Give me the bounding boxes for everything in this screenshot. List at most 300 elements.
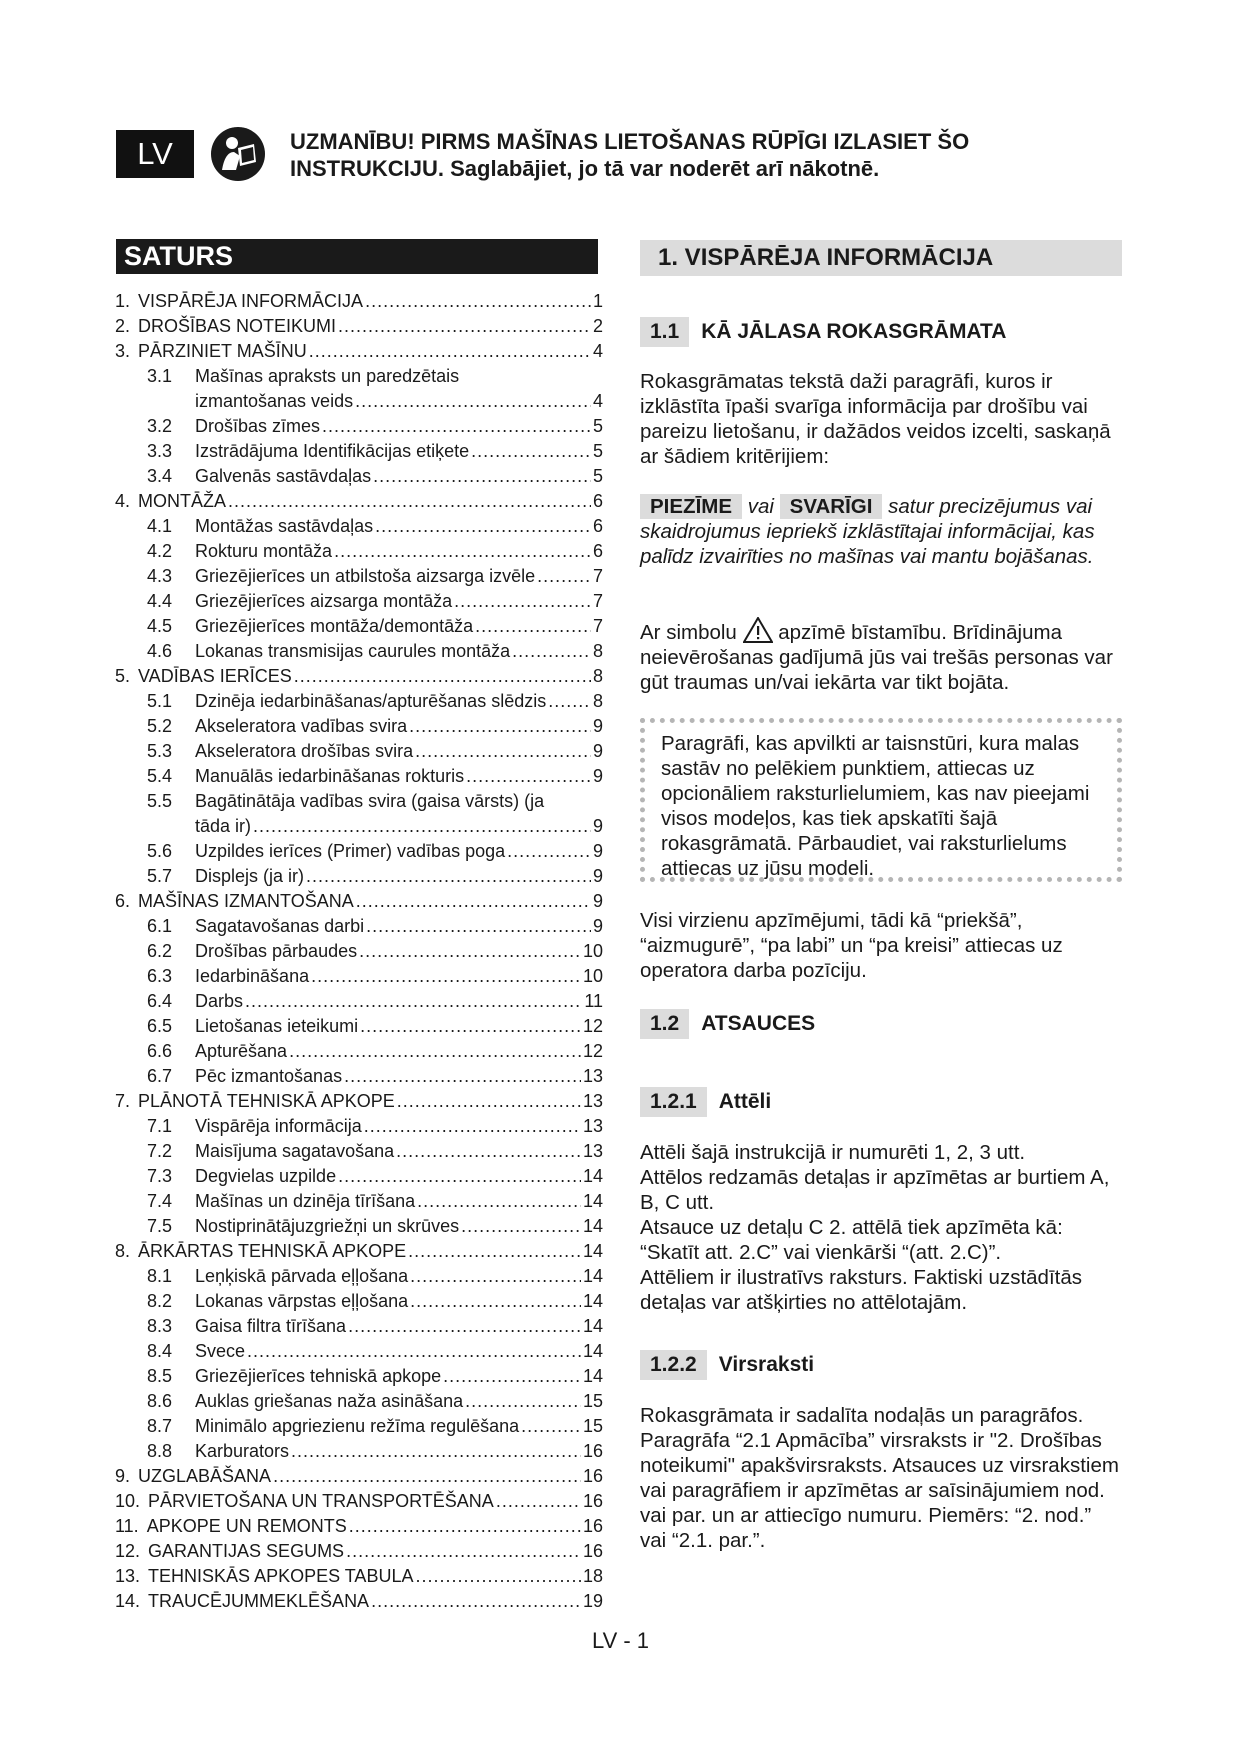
toc-entry-page: 11 bbox=[584, 991, 603, 1011]
toc-leader-dots bbox=[466, 764, 591, 789]
toc-entry-page: 15 bbox=[582, 1416, 603, 1436]
toc-entry-number: 10. bbox=[115, 1491, 141, 1511]
toc-leader-dots bbox=[245, 989, 582, 1014]
danger-text-before: Ar simbolu bbox=[640, 621, 737, 644]
toc-entry-number: 2. bbox=[115, 316, 131, 336]
toc-entry-title: MAŠĪNAS IZMANTOŠANA bbox=[138, 891, 354, 911]
toc-entry-page: 14 bbox=[582, 1316, 603, 1336]
toc-entry-page: 6 bbox=[592, 541, 603, 561]
toc-entry[interactable] bbox=[115, 989, 603, 1014]
toc-leader-dots bbox=[346, 1539, 581, 1564]
toc-entry-number: 4.2 bbox=[147, 541, 173, 561]
toc-leader-dots bbox=[537, 564, 591, 589]
toc-entry-title: PĀRVIETOŠANA UN TRANSPORTĒŠANA bbox=[148, 1491, 494, 1511]
toc-entry-page: 13 bbox=[582, 1091, 603, 1111]
toc-entry-number: 6.4 bbox=[147, 991, 173, 1011]
toc-entry-number: 5.1 bbox=[147, 691, 173, 711]
toc-entry-number: 8.2 bbox=[147, 1291, 173, 1311]
toc-entry-page: 14 bbox=[582, 1191, 603, 1211]
toc-entry-page: 14 bbox=[582, 1166, 603, 1186]
paragraph-text: Visi virzienu apzīmējumi, tādi kā “priekšā”, “aizmugurē”, “pa labi” un “pa kreisi” attiecas uz operatora darba pozīciju. bbox=[640, 909, 1063, 982]
toc-entry-title: Griezējierīces montāža/demontāža bbox=[195, 616, 474, 636]
toc-entry[interactable] bbox=[115, 1539, 603, 1564]
toc-entry[interactable] bbox=[115, 314, 603, 339]
toc-entry[interactable] bbox=[115, 864, 603, 889]
toc-entry-number: 4.5 bbox=[147, 616, 173, 636]
toc-leader-dots bbox=[471, 439, 591, 464]
toc-entry-page: 4 bbox=[592, 341, 603, 361]
toc-entry-number: 7.5 bbox=[147, 1216, 173, 1236]
danger-text-after: apzīmē bīstamību. Brīdinājuma neievērošanas gadījumā jūs vai trešās personas var gūt traumas un/vai iekārta var tikt bojāta. bbox=[640, 621, 1113, 694]
toc-entry[interactable] bbox=[115, 1114, 603, 1139]
toc-entry-page: 18 bbox=[582, 1566, 603, 1586]
toc-entry-title: DROŠĪBAS NOTEIKUMI bbox=[138, 316, 337, 336]
toc-entry-page: 8 bbox=[592, 691, 603, 711]
toc-entry-page: 16 bbox=[582, 1491, 603, 1511]
toc-entry-title: Galvenās sastāvdaļas bbox=[195, 466, 372, 486]
toc-leader-dots bbox=[348, 1314, 581, 1339]
toc-entry-page: 13 bbox=[582, 1141, 603, 1161]
paragraph-text: Rokasgrāmatas tekstā daži paragrāfi, kuros ir izklāstīta īpaši svarīga informācija par drošību vai pareizu lietošanu, ir dažādos veidos izcelti, saskaņā ar šādiem kritērijiem: bbox=[640, 370, 1111, 468]
toc-entry-page: 13 bbox=[582, 1116, 603, 1136]
toc-entry[interactable] bbox=[115, 439, 603, 464]
toc-entry[interactable] bbox=[115, 1089, 603, 1114]
toc-entry[interactable] bbox=[115, 464, 603, 489]
read-manual-icon bbox=[210, 126, 266, 182]
toc-entry-page: 8 bbox=[592, 641, 603, 661]
toc-entry[interactable] bbox=[115, 339, 603, 364]
toc-entry-number: 7.2 bbox=[147, 1141, 173, 1161]
toc-entry[interactable] bbox=[115, 1289, 603, 1314]
subsection-number: 1.2.1 bbox=[640, 1087, 707, 1117]
paragraph-danger bbox=[640, 617, 1120, 695]
toc-entry[interactable] bbox=[115, 514, 603, 539]
toc-entry-number: 7. bbox=[115, 1091, 131, 1111]
toc-leader-dots bbox=[356, 889, 591, 914]
toc-leader-dots bbox=[512, 639, 591, 664]
toc-entry-title: VISPĀRĒJA INFORMĀCIJA bbox=[138, 291, 364, 311]
toc-leader-dots bbox=[309, 339, 591, 364]
toc-entry[interactable] bbox=[115, 414, 603, 439]
warning-line-1: UZMANĪBU! PIRMS MAŠĪNAS LIETOŠANAS RŪPĪGI IZLASIET ŠO bbox=[290, 129, 970, 154]
toc-entry-number: 6.6 bbox=[147, 1041, 173, 1061]
toc-leader-dots bbox=[294, 664, 591, 689]
or-word: vai bbox=[747, 495, 774, 518]
toc-leader-dots bbox=[322, 414, 591, 439]
toc-entry-title: Montāžas sastāvdaļas bbox=[195, 516, 374, 536]
toc-leader-dots bbox=[273, 1464, 581, 1489]
toc-entry-page: 9 bbox=[592, 816, 603, 836]
toc-entry-page: 14 bbox=[582, 1341, 603, 1361]
toc-leader-dots bbox=[397, 1089, 581, 1114]
toc-title: SATURS bbox=[116, 239, 598, 274]
toc-entry-title: Mašīnas un dzinēja tīrīšana bbox=[195, 1191, 416, 1211]
toc-entry-page: 7 bbox=[592, 616, 603, 636]
subsection-heading-1-2-1 bbox=[640, 1087, 771, 1117]
toc-leader-dots bbox=[349, 1514, 581, 1539]
toc-entry-page: 12 bbox=[582, 1041, 603, 1061]
toc-entry-title: MONTĀŽA bbox=[138, 491, 227, 511]
toc-entry-page: 7 bbox=[592, 566, 603, 586]
toc-entry-number: 6.5 bbox=[147, 1016, 173, 1036]
toc-entry-number: 5.3 bbox=[147, 741, 173, 761]
toc-entry[interactable] bbox=[115, 1189, 603, 1214]
toc-leader-dots bbox=[410, 1264, 581, 1289]
toc-entry-page: 19 bbox=[582, 1591, 603, 1611]
toc-entry-title: Lokanas transmisijas caurules montāža bbox=[195, 641, 511, 661]
toc-entry-page: 9 bbox=[592, 841, 603, 861]
toc-entry-number: 13. bbox=[115, 1566, 141, 1586]
toc-entry[interactable] bbox=[115, 389, 603, 414]
toc-entry[interactable] bbox=[115, 639, 603, 664]
toc-entry-title: UZGLABĀŠANA bbox=[138, 1466, 272, 1486]
toc-entry-number: 8.3 bbox=[147, 1316, 173, 1336]
subsection-heading-1-2 bbox=[640, 1009, 815, 1039]
subsection-heading-1-1 bbox=[640, 317, 1006, 347]
toc-entry-number: 4.4 bbox=[147, 591, 173, 611]
section-title: 1. VISPĀRĒJA INFORMĀCIJA bbox=[640, 240, 1122, 276]
toc-entry-number: 3. bbox=[115, 341, 131, 361]
toc-entry-title: Griezējierīces un atbilstoša aizsarga izvēle bbox=[195, 566, 536, 586]
toc-entry-number: 5. bbox=[115, 666, 131, 686]
toc-entry-title: GARANTIJAS SEGUMS bbox=[148, 1541, 345, 1561]
toc-entry[interactable] bbox=[115, 814, 603, 839]
toc-leader-dots bbox=[415, 739, 591, 764]
toc-leader-dots bbox=[291, 1439, 581, 1464]
toc-entry-title: PLĀNOTĀ TEHNISKĀ APKOPE bbox=[138, 1091, 395, 1111]
toc-entry-page: 5 bbox=[592, 416, 603, 436]
note-description: satur precizējumus vai skaidrojumus iepriekš izklāstītajai informācijai, kas palīdz izvairīties no mašīnas vai mantu bojāšanas. bbox=[640, 495, 1095, 568]
toc-entry-page: 5 bbox=[592, 441, 603, 461]
toc-entry-page: 8 bbox=[592, 666, 603, 686]
toc-entry[interactable] bbox=[115, 889, 603, 914]
toc-entry-title: APKOPE UN REMONTS bbox=[146, 1516, 347, 1536]
toc-entry-title: Apturēšana bbox=[195, 1041, 288, 1061]
toc-entry-title: Minimālo apgriezienu režīma regulēšana bbox=[195, 1416, 520, 1436]
toc-entry-title: Karburators bbox=[195, 1441, 290, 1461]
toc-entry[interactable] bbox=[115, 1239, 603, 1264]
toc-leader-dots bbox=[373, 464, 591, 489]
toc-leader-dots bbox=[311, 964, 581, 989]
toc-entry-title: TEHNISKĀS APKOPES TABULA bbox=[148, 1566, 414, 1586]
toc-entry-title: Maisījuma sagatavošana bbox=[195, 1141, 395, 1161]
toc-entry-page: 14 bbox=[582, 1366, 603, 1386]
toc-entry-page: 15 bbox=[582, 1391, 603, 1411]
toc-entry-number: 5.2 bbox=[147, 716, 173, 736]
toc-leader-dots bbox=[461, 1214, 581, 1239]
note-tag: PIEZĪME bbox=[640, 494, 742, 519]
toc-entry-title: Drošības pārbaudes bbox=[195, 941, 358, 961]
toc-entry-number: 1. bbox=[115, 291, 131, 311]
toc-entry[interactable] bbox=[115, 789, 603, 814]
toc-leader-dots bbox=[417, 1189, 581, 1214]
toc-entry-title: VADĪBAS IERĪCES bbox=[138, 666, 292, 686]
toc-entry-number: 3.3 bbox=[147, 441, 173, 461]
toc-entry-title: Akseleratora drošības svira bbox=[195, 741, 414, 761]
toc-entry[interactable] bbox=[115, 714, 603, 739]
toc-entry-page: 16 bbox=[582, 1541, 603, 1561]
toc-entry[interactable] bbox=[115, 614, 603, 639]
toc-leader-dots bbox=[548, 689, 591, 714]
optional-features-text: Paragrāfi, kas apvilkti ar taisnstūri, kura malas sastāv no pelēkiem punktiem, attiecas uz opcionāliem raksturlielumiem, kas nav pieejami visos modeļos, kas tiek apskatīti šajā rokasgrāmatā. Pārbaudiet, vai raksturlielums attiecas uz jūsu modeli. bbox=[661, 732, 1090, 880]
toc-entry-page: 9 bbox=[592, 741, 603, 761]
toc-entry-page: 13 bbox=[582, 1066, 603, 1086]
toc-entry-title: Darbs bbox=[195, 991, 244, 1011]
toc-entry[interactable] bbox=[115, 1464, 603, 1489]
subsection-number: 1.1 bbox=[640, 317, 689, 347]
toc-entry-page: 5 bbox=[592, 466, 603, 486]
toc-entry-number: 8.8 bbox=[147, 1441, 173, 1461]
toc-leader-dots bbox=[408, 1239, 581, 1264]
figures-line-4: Attēliem ir ilustratīvs raksturs. Faktiski uzstādītās detaļas var atšķirties no attēlotajām. bbox=[640, 1266, 1083, 1314]
toc-leader-dots bbox=[247, 1339, 581, 1364]
toc-entry-number: 7.3 bbox=[147, 1166, 173, 1186]
toc-entry-title: ĀRKĀRTAS TEHNISKĀ APKOPE bbox=[138, 1241, 407, 1261]
toc-entry-title: Svece bbox=[195, 1341, 246, 1361]
toc-entry-number: 9. bbox=[115, 1466, 131, 1486]
toc-entry-title: Uzpildes ierīces (Primer) vadības poga bbox=[195, 841, 506, 861]
toc-entry-page: 16 bbox=[582, 1466, 603, 1486]
toc-entry-number: 4.1 bbox=[147, 516, 173, 536]
toc-entry-title: Griezējierīces tehniskā apkope bbox=[195, 1366, 442, 1386]
toc-entry-page: 9 bbox=[592, 766, 603, 786]
toc-entry-number: 3.2 bbox=[147, 416, 173, 436]
toc-entry-title: PĀRZINIET MAŠĪNU bbox=[138, 341, 307, 361]
toc-entry-title: Sagatavošanas darbi bbox=[195, 916, 365, 936]
toc-entry-page: 2 bbox=[592, 316, 603, 336]
toc-entry-title: Rokturu montāža bbox=[195, 541, 333, 561]
toc-entry[interactable] bbox=[115, 1364, 603, 1389]
toc-entry-page: 14 bbox=[582, 1241, 603, 1261]
toc-entry[interactable] bbox=[115, 664, 603, 689]
toc-leader-dots bbox=[396, 1139, 581, 1164]
toc-leader-dots bbox=[371, 1589, 581, 1614]
toc-entry-title: Drošības zīmes bbox=[195, 416, 321, 436]
toc-entry-number: 6.2 bbox=[147, 941, 173, 961]
toc-entry-title: Gaisa filtra tīrīšana bbox=[195, 1316, 347, 1336]
toc-entry-title: Auklas griešanas naža asināšana bbox=[195, 1391, 464, 1411]
subsection-heading-1-2-2 bbox=[640, 1350, 814, 1380]
toc-entry-title: Bagātinātāja vadības svira (gaisa vārsts) (ja bbox=[195, 791, 545, 811]
toc-entry-number: 11. bbox=[115, 1516, 139, 1536]
toc-entry-page: 9 bbox=[592, 866, 603, 886]
toc-entry-number: 14. bbox=[115, 1591, 141, 1611]
toc-entry-number: 7.1 bbox=[147, 1116, 173, 1136]
toc-entry-title: Degvielas uzpilde bbox=[195, 1166, 337, 1186]
toc-entry-title: Akseleratora vadības svira bbox=[195, 716, 408, 736]
toc-leader-dots bbox=[289, 1039, 581, 1064]
important-tag: SVARĪGI bbox=[780, 494, 883, 519]
toc-entry[interactable] bbox=[115, 939, 603, 964]
toc-entry-page: 9 bbox=[592, 891, 603, 911]
toc-leader-dots bbox=[364, 1114, 581, 1139]
toc-entry-number: 4.3 bbox=[147, 566, 173, 586]
subsection-number: 1.2.2 bbox=[640, 1350, 707, 1380]
toc-entry[interactable] bbox=[115, 1339, 603, 1364]
toc-entry[interactable] bbox=[115, 564, 603, 589]
toc-entry-number: 8.5 bbox=[147, 1366, 173, 1386]
toc-entry-page: 14 bbox=[582, 1291, 603, 1311]
warning-line-2: INSTRUKCIJU. Saglabājiet, jo tā var noderēt arī nākotnē. bbox=[290, 156, 880, 181]
toc-entry[interactable] bbox=[115, 489, 603, 514]
toc-entry-title: izmantošanas veids bbox=[195, 391, 354, 411]
toc-entry[interactable] bbox=[115, 1589, 603, 1614]
toc-entry[interactable] bbox=[115, 289, 603, 314]
toc-entry-number: 5.4 bbox=[147, 766, 173, 786]
toc-entry-number: 5.7 bbox=[147, 866, 173, 886]
toc-entry-title: Manuālās iedarbināšanas rokturis bbox=[195, 766, 465, 786]
toc-entry-page: 16 bbox=[582, 1516, 603, 1536]
toc-entry-page: 9 bbox=[592, 716, 603, 736]
toc-leader-dots bbox=[306, 864, 591, 889]
subsection-title: Attēli bbox=[718, 1090, 772, 1113]
paragraph-intro bbox=[640, 369, 1120, 469]
toc-entry-number: 4. bbox=[115, 491, 131, 511]
toc-entry[interactable] bbox=[115, 964, 603, 989]
toc-entry[interactable] bbox=[115, 1264, 603, 1289]
toc-entry-number: 3.1 bbox=[147, 366, 173, 386]
page-number: LV - 1 bbox=[591, 1628, 650, 1653]
toc-leader-dots bbox=[338, 1164, 581, 1189]
toc-entry[interactable] bbox=[115, 839, 603, 864]
toc-entry-number: 8. bbox=[115, 1241, 131, 1261]
toc-entry-page: 1 bbox=[592, 291, 603, 311]
toc-leader-dots bbox=[366, 914, 591, 939]
toc-entry-title: Lokanas vārpstas eļļošana bbox=[195, 1291, 409, 1311]
toc-entry-page: 16 bbox=[582, 1441, 603, 1461]
toc-entry[interactable] bbox=[115, 1039, 603, 1064]
toc-leader-dots bbox=[355, 389, 591, 414]
toc-entry-number: 8.1 bbox=[147, 1266, 173, 1286]
toc-entry-page: 14 bbox=[582, 1216, 603, 1236]
toc-entry-page: 4 bbox=[592, 391, 603, 411]
toc-entry[interactable] bbox=[115, 364, 603, 389]
toc-entry-number: 6.1 bbox=[147, 916, 173, 936]
toc-leader-dots bbox=[521, 1414, 581, 1439]
toc-entry[interactable] bbox=[115, 1314, 603, 1339]
toc-entry-number: 6. bbox=[115, 891, 131, 911]
toc-leader-dots bbox=[359, 939, 581, 964]
toc-leader-dots bbox=[338, 314, 591, 339]
toc-entry-title: Vispārēja informācija bbox=[195, 1116, 362, 1136]
language-badge: LV bbox=[116, 130, 194, 178]
toc-entry-number: 6.3 bbox=[147, 966, 173, 986]
toc-leader-dots bbox=[409, 714, 591, 739]
table-of-contents bbox=[115, 289, 603, 1614]
paragraph-note bbox=[640, 494, 1120, 569]
toc-leader-dots bbox=[475, 614, 591, 639]
toc-entry-number: 8.4 bbox=[147, 1341, 173, 1361]
toc-entry-page: 6 bbox=[592, 516, 603, 536]
toc-entry-number: 8.7 bbox=[147, 1416, 173, 1436]
figures-line-2: Attēlos redzamās detaļas ir apzīmētas ar burtiem A, B, C utt. bbox=[640, 1166, 1110, 1214]
toc-entry-page: 12 bbox=[582, 1016, 603, 1036]
toc-entry-title: Mašīnas apraksts un paredzētais bbox=[195, 366, 460, 386]
safety-warning bbox=[290, 128, 1050, 182]
toc-leader-dots bbox=[344, 1064, 581, 1089]
toc-entry-title: Nostiprinātājuzgriežņi un skrūves bbox=[195, 1216, 460, 1236]
toc-entry-page: 14 bbox=[582, 1266, 603, 1286]
toc-entry[interactable] bbox=[115, 1514, 603, 1539]
toc-entry-title: Griezējierīces aizsarga montāža bbox=[195, 591, 453, 611]
toc-entry-title: Iedarbināšana bbox=[195, 966, 310, 986]
toc-entry-page: 10 bbox=[582, 966, 603, 986]
toc-entry-number: 5.5 bbox=[147, 791, 173, 811]
toc-leader-dots bbox=[415, 1564, 581, 1589]
toc-entry[interactable] bbox=[115, 1564, 603, 1589]
toc-entry[interactable] bbox=[115, 914, 603, 939]
toc-entry-title: tāda ir) bbox=[195, 816, 252, 836]
subsection-title: KĀ JĀLASA ROKASGRĀMATA bbox=[701, 320, 1007, 343]
toc-entry-title: TRAUCĒJUMMEKLĒŠANA bbox=[148, 1591, 370, 1611]
toc-leader-dots bbox=[465, 1389, 581, 1414]
toc-entry-number: 8.6 bbox=[147, 1391, 173, 1411]
toc-leader-dots bbox=[496, 1489, 581, 1514]
toc-entry[interactable] bbox=[115, 1164, 603, 1189]
toc-entry-title: Lietošanas ieteikumi bbox=[195, 1016, 359, 1036]
paragraph-directions bbox=[640, 908, 1120, 983]
figures-line-1: Attēli šajā instrukcijā ir numurēti 1, 2, 3 utt. bbox=[640, 1141, 1026, 1164]
figures-line-3: Atsauce uz detaļu C 2. attēlā tiek apzīmēta kā: “Skatīt att. 2.C” vai vienkārši “(att. 2.C)”. bbox=[640, 1216, 1063, 1264]
toc-entry-number: 6.7 bbox=[147, 1066, 173, 1086]
toc-entry[interactable] bbox=[115, 1389, 603, 1414]
subsection-title: Virsraksti bbox=[718, 1353, 815, 1376]
toc-entry-number: 4.6 bbox=[147, 641, 173, 661]
toc-leader-dots bbox=[228, 489, 591, 514]
toc-entry[interactable] bbox=[115, 1064, 603, 1089]
toc-leader-dots bbox=[410, 1289, 581, 1314]
subsection-number: 1.2 bbox=[640, 1009, 689, 1039]
warning-triangle-icon bbox=[743, 617, 773, 643]
toc-leader-dots bbox=[375, 514, 591, 539]
paragraph-text: Rokasgrāmata ir sadalīta nodaļās un paragrāfos. Paragrāfa “2.1 Apmācība” virsraksts ir "2. Drošības noteikumi" apakšvirsraksts. Atsauces uz virsrakstiem vai paragrāfiem ir apzīmētas ar saīsinājumiem nod. vai par. un ar attiecīgo numuru. Piemērs: “2. nod.” vai “2.1. par.”. bbox=[640, 1404, 1119, 1552]
toc-entry-title: Izstrādājuma Identifikācijas etiķete bbox=[195, 441, 470, 461]
toc-leader-dots bbox=[365, 289, 591, 314]
toc-entry[interactable] bbox=[115, 1414, 603, 1439]
toc-entry[interactable] bbox=[115, 1489, 603, 1514]
toc-leader-dots bbox=[360, 1014, 581, 1039]
subsection-title: ATSAUCES bbox=[701, 1012, 816, 1035]
toc-entry-page: 7 bbox=[592, 591, 603, 611]
toc-entry-number: 12. bbox=[115, 1541, 141, 1561]
toc-entry-title: Leņķiskā pārvada eļļošana bbox=[195, 1266, 409, 1286]
toc-entry[interactable] bbox=[115, 689, 603, 714]
toc-entry-page: 6 bbox=[592, 491, 603, 511]
toc-entry-page: 10 bbox=[582, 941, 603, 961]
toc-entry-page: 9 bbox=[592, 916, 603, 936]
paragraph-headings bbox=[640, 1403, 1120, 1553]
toc-entry[interactable] bbox=[115, 1139, 603, 1164]
toc-entry[interactable] bbox=[115, 539, 603, 564]
toc-entry[interactable] bbox=[115, 1014, 603, 1039]
toc-entry-title: Pēc izmantošanas bbox=[195, 1066, 343, 1086]
toc-entry-title: Dzinēja iedarbināšanas/apturēšanas slēdzis bbox=[195, 691, 547, 711]
toc-leader-dots bbox=[334, 539, 591, 564]
toc-leader-dots bbox=[454, 589, 591, 614]
toc-entry[interactable] bbox=[115, 589, 603, 614]
optional-features-box bbox=[640, 718, 1122, 882]
toc-entry-number: 7.4 bbox=[147, 1191, 173, 1211]
toc-entry-title: Displejs (ja ir) bbox=[195, 866, 305, 886]
toc-leader-dots bbox=[253, 814, 591, 839]
toc-entry[interactable] bbox=[115, 739, 603, 764]
toc-leader-dots bbox=[443, 1364, 581, 1389]
toc-entry-number: 3.4 bbox=[147, 466, 173, 486]
paragraph-figures bbox=[640, 1140, 1120, 1315]
toc-entry[interactable] bbox=[115, 1439, 603, 1464]
toc-entry[interactable] bbox=[115, 764, 603, 789]
toc-entry[interactable] bbox=[115, 1214, 603, 1239]
